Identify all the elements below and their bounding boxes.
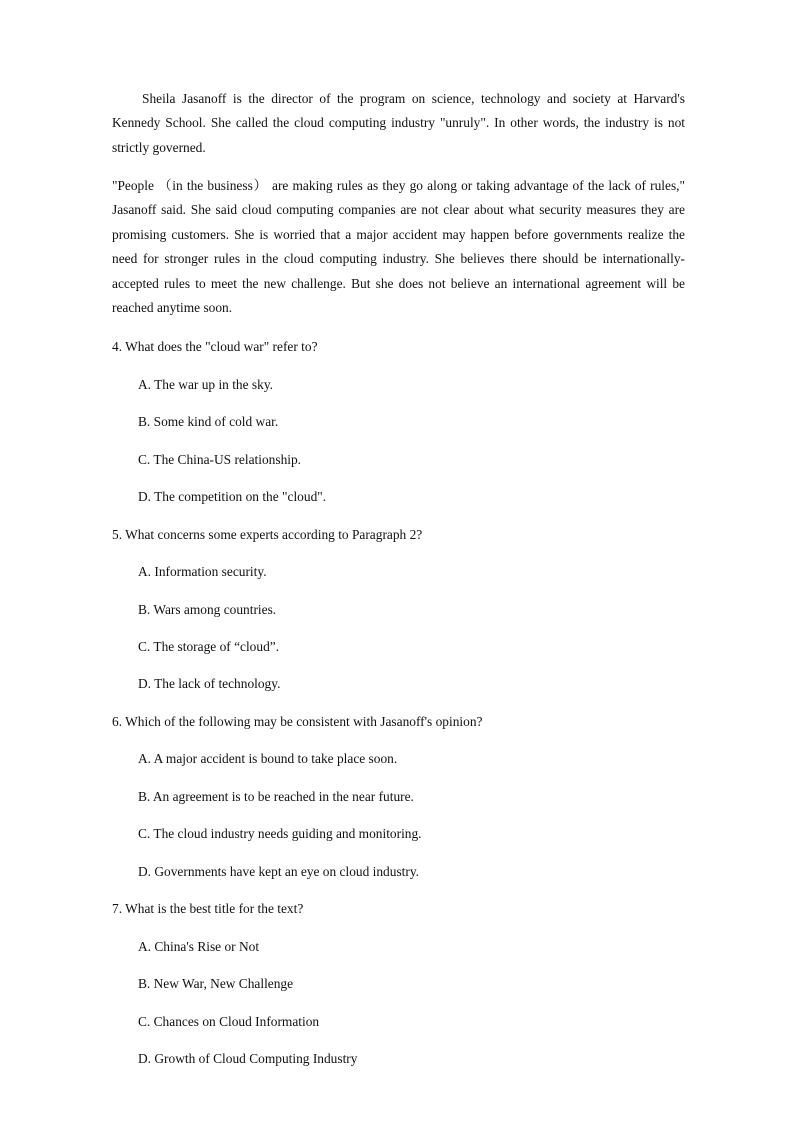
question-7-option-a: A. China's Rise or Not <box>138 939 260 954</box>
question-6-option-a: A. A major accident is bound to take place soon. <box>138 751 398 766</box>
question-6-option-d: D. Governments have kept an eye on cloud industry. <box>138 864 420 879</box>
question-7-option-d: D. Growth of Cloud Computing Industry <box>138 1051 358 1066</box>
question-4-option-d: D. The competition on the "cloud". <box>138 489 327 504</box>
passage-paragraph-2: "People （in the business） are making rules as they go along or taking advantage of the lack of rules," Jasanoff said. She said cloud computing companies are not clear about what security measures they are promising customers. She is worried that a major accident may happen before governments realize the need for stronger rules in the cloud computing industry. She believes there should be internationally-accepted rules to meet the new challenge. But she does not believe an international agreement will be reached anytime soon. <box>112 178 685 316</box>
passage-paragraph-1: Sheila Jasanoff is the director of the program on science, technology and society at Harvard's Kennedy School. She called the cloud computing industry "unruly". In other words, the industry is not strictly governed. <box>112 91 685 155</box>
question-7-option-c: C. Chances on Cloud Information <box>138 1014 320 1029</box>
question-5-option-b: B. Wars among countries. <box>138 602 277 617</box>
question-5-option-a: A. Information security. <box>138 564 267 579</box>
question-5-option-c: C. The storage of “cloud”. <box>138 639 280 654</box>
question-6-option-b: B. An agreement is to be reached in the near future. <box>138 789 414 804</box>
question-5-option-d: D. The lack of technology. <box>138 676 281 691</box>
question-5-stem: 5. What concerns some experts according to Paragraph 2? <box>112 527 423 542</box>
question-7-stem: 7. What is the best title for the text? <box>112 901 304 916</box>
question-4-option-a: A. The war up in the sky. <box>138 377 273 392</box>
question-4-stem: 4. What does the "cloud war" refer to? <box>112 339 318 354</box>
question-4-option-b: B. Some kind of cold war. <box>138 414 279 429</box>
question-6-option-c: C. The cloud industry needs guiding and monitoring. <box>138 826 422 841</box>
question-7-option-b: B. New War, New Challenge <box>138 976 294 991</box>
question-6-stem: 6. Which of the following may be consistent with Jasanoff's opinion? <box>112 714 483 729</box>
question-4-option-c: C. The China-US relationship. <box>138 452 302 467</box>
